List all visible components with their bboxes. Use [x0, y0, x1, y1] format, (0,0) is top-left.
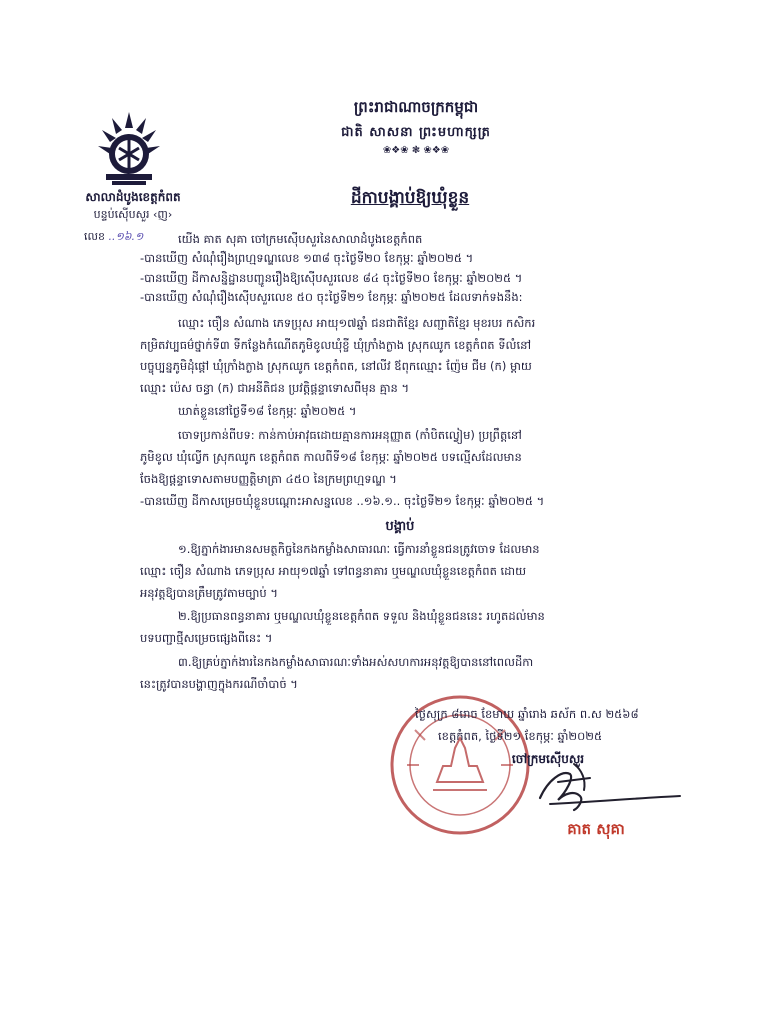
order-line: នេះត្រូវបានបង្ហាញក្នុងករណីចាំបាច់ ។	[140, 677, 298, 691]
order-line: អនុវត្តឱ្យបានត្រឹមត្រូវតាមច្បាប់ ។	[140, 586, 278, 600]
body-line: -បានឃើញ ដីកាសម្រេចឃុំខ្លួនបណ្ដោះអាសន្នលេខ ..១៦.១.. ចុះថ្ងៃទី២១ ខែកុម្ភៈ ឆ្នាំ២០២៥ ។	[140, 494, 545, 508]
document-number-label: លេខ	[84, 230, 105, 243]
order-line: ១.ឱ្យភ្នាក់ងារមានសមត្ថកិច្ចនៃកងកម្លាំងសាធារណៈ ធ្វើការនាំខ្លួនជនត្រូវចោទ ដែលមាន	[178, 542, 540, 556]
body-line: -បានឃើញ សំណុំរឿងព្រហ្មទណ្ឌលេខ ១៣៨ ចុះថ្ងៃទី២០ ខែកុម្ភៈ ឆ្នាំ២០២៥ ។	[140, 251, 474, 265]
body-line: ឃាត់ខ្លួននៅថ្ងៃទី១៨ ខែកុម្ភៈ ឆ្នាំ២០២៥ ។	[178, 404, 357, 418]
order-line: ៣.ឱ្យគ្រប់ភ្នាក់ងារនៃកងកម្លាំងសាធារណៈទាំងអស់សហការអនុវត្តឱ្យបាននៅពេលដីកា	[178, 655, 534, 669]
document-number	[84, 230, 143, 246]
signature-icon	[470, 760, 700, 820]
body-line: -បានឃើញ ដីកាសន្និដ្ឋានបញ្ជូនរឿងឱ្យស៊ើបសួរលេខ ៨៤ ចុះថ្ងៃទី២០ ខែកុម្ភៈ ឆ្នាំ២០២៥ ។	[140, 271, 523, 285]
signer-title: ចៅក្រមស៊ើបសួរ	[511, 752, 585, 766]
court-emblem-icon	[92, 108, 166, 188]
order-line: បទបញ្ជាថ្មីសម្រេចផ្សេងពីនេះ ។	[140, 631, 273, 645]
body-line: បច្ចុប្បន្នភូមិដុំផ្តៅ ឃុំក្រាំងក្ងាង ស្រុកឈូក ខេត្តកំពត, នៅលីវ ឪពុកឈ្មោះ ញ៉ែម ជីម (ក) ម្ដាយ	[140, 359, 532, 373]
signer-name: គាត សុគា	[567, 820, 625, 838]
document-title: ដីកាបង្គាប់ឱ្យឃុំខ្លួន	[350, 188, 470, 208]
body-line: កម្រិតវប្បធម៌ថ្នាក់ទី៣ ទីកន្លែងកំណើតភូមិខូលឃុំខ្ចី ឃុំក្រាំងក្ងាង ស្រុកឈូក ខេត្តកំពត ទីលំនៅ	[140, 338, 532, 352]
court-name: សាលាដំបូងខេត្តកំពត	[85, 190, 181, 204]
body-line: ចែងឱ្យផ្ដន្ទាទោសតាមបញ្ញត្តិមាត្រា ៤៥០ នៃក្រមព្រហ្មទណ្ឌ ។	[140, 472, 397, 486]
solar-date: ខេត្តកំពត, ថ្ងៃទី២១ ខែកុម្ភៈ ឆ្នាំ២០២៥	[438, 729, 603, 743]
header-ornament: ❀❖❀ ❃ ❀❖❀	[382, 145, 450, 156]
kingdom-heading: ព្រះរាជាណាចក្រកម្ពុជា	[353, 98, 479, 116]
order-heading: បង្គាប់	[385, 519, 415, 534]
motto-heading: ជាតិ សាសនា ព្រះមហាក្សត្រ	[341, 125, 491, 140]
lunar-date: ថ្ងៃសុក្រ ៨រោច ខែមាឃ ឆ្នាំរោង ឆស័ក ព.ស ២៥៦៨	[415, 707, 639, 721]
body-line: ឈ្មោះ ចឿន សំណាង ភេទប្រុស អាយុ១៧ឆ្នាំ ជនជាតិខ្មែរ សញ្ជាតិខ្មែរ មុខរបរ កសិករ	[178, 316, 536, 330]
office-name: បន្ទប់ស៊ើបសួរ ‹ញ›	[93, 208, 173, 221]
body-line: ភូមិខូល ឃុំល្វើក ស្រុកឈូក ខេត្តកំពត កាលពីទី១៨ ខែកុម្ភៈ ឆ្នាំ២០២៥ បទល្មើសដែលមាន	[140, 450, 522, 464]
document-number-value: ..១៦.១	[108, 230, 144, 243]
order-line: ២.ឱ្យប្រធានពន្ធនាគារ ឬមណ្ឌលឃុំខ្លួនខេត្តកំពត ទទួល និងឃុំខ្លួនជននេះ រហូតដល់មាន	[178, 609, 545, 623]
body-line: យើង គាត សុគា ចៅក្រមស៊ើបសួរនៃសាលាដំបូងខេត្តកំពត	[178, 232, 423, 246]
body-line: ចោទប្រកាន់ពីបទ: កាន់កាប់អាវុធដោយគ្មានការអនុញ្ញាត (កាំបិតល្វៀម) ប្រព្រឹត្តនៅ	[178, 428, 522, 442]
body-line: ឈ្មោះ ប៉េស ចន្ធា (ក) ជាអនីតិជន ប្រវត្តិផ្ដន្ទាទោសពីមុន គ្មាន ។	[140, 381, 410, 395]
body-line: -បានឃើញ សំណុំរឿងស៊ើបសួរលេខ ៥០ ចុះថ្ងៃទី២១ ខែកុម្ភៈ ឆ្នាំ២០២៥ ដែលទាក់ទងនឹង:	[140, 290, 523, 304]
order-line: ឈ្មោះ ចឿន សំណាង ភេទប្រុស អាយុ១៧ឆ្នាំ ទៅពន្ធនាគារ ឬមណ្ឌលឃុំខ្លួនខេត្តកំពត ដោយ	[140, 564, 527, 578]
